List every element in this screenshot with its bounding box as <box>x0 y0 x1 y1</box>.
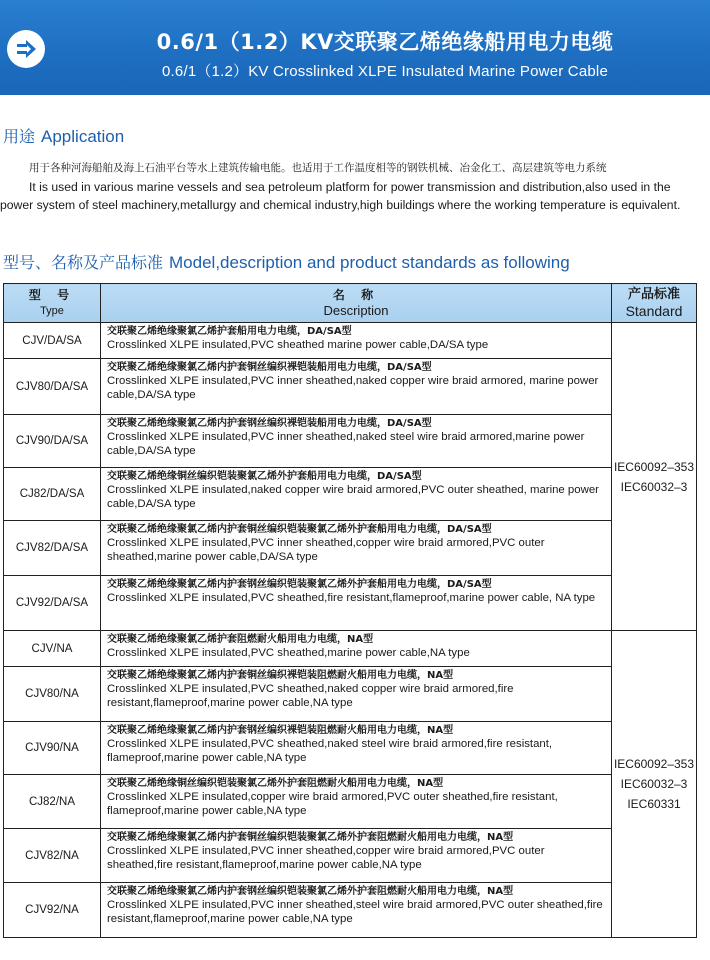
description-en: Crosslinked XLPE insulated,PVC sheathed,naked steel wire braid armored,fire resistant, flameproof,marine power cable,NA type <box>107 738 553 764</box>
header-type <box>4 284 101 323</box>
model-type-cell: CJV80/DA/SA <box>4 359 101 415</box>
model-type-cell: CJV92/DA/SA <box>4 576 101 631</box>
model-type-cell: CJV92/NA <box>4 883 101 938</box>
model-type-cell: CJ82/DA/SA <box>4 468 101 521</box>
description-cn: 交联聚乙烯绝缘聚氯乙烯内护套钢丝编织铠装聚氯乙烯外护套船用电力电缆，DA/SA型 <box>107 579 492 590</box>
model-type-cell: CJV90/DA/SA <box>4 415 101 468</box>
application-heading <box>3 124 124 147</box>
standard-code: IEC60092–353 <box>613 459 695 474</box>
arrow-right-icon <box>7 30 45 68</box>
table-row <box>4 468 697 521</box>
model-description-cell <box>101 722 612 775</box>
header-type-en: Type <box>40 305 64 317</box>
header-standard <box>612 284 697 323</box>
standard-cell <box>612 323 697 631</box>
description-en: Crosslinked XLPE insulated,PVC sheathed,marine power cable,NA type <box>107 647 470 659</box>
models-heading <box>3 250 570 273</box>
model-description-cell <box>101 359 612 415</box>
model-type-cell: CJV82/DA/SA <box>4 521 101 576</box>
description-cn: 交联聚乙烯绝缘聚氯乙烯内护套钢丝编织铠装聚氯乙烯外护套阻燃耐火船用电力电缆，NA型 <box>107 886 514 897</box>
model-description-cell <box>101 667 612 722</box>
model-description-cell <box>101 829 612 883</box>
description-en: Crosslinked XLPE insulated,PVC sheathed,naked copper wire braid armored,fire resistant,flameproof,marine power cable,NA type <box>107 683 514 709</box>
description-cn: 交联聚乙烯绝缘聚氯乙烯护套阻燃耐火船用电力电缆，NA型 <box>107 634 374 645</box>
table-row <box>4 631 697 667</box>
description-en: Crosslinked XLPE insulated,PVC inner sheathed,steel wire braid armored,PVC outer sheathed,fire resistant,flameproof,marine power cable,NA type <box>107 899 603 925</box>
description-cn: 交联聚乙烯绝缘聚氯乙烯内护套铜丝编织铠装聚氯乙烯外护套船用电力电缆，DA/SA型 <box>107 524 492 535</box>
models-heading-en: Model,description and product standards as following <box>169 253 570 272</box>
table-row <box>4 667 697 722</box>
header-description <box>101 284 612 323</box>
description-en: Crosslinked XLPE insulated,PVC sheathed marine power cable,DA/SA type <box>107 339 489 351</box>
table-header-row <box>4 284 697 323</box>
description-en: Crosslinked XLPE insulated,PVC inner sheathed,naked copper wire braid armored, marine power cable,DA/SA type <box>107 375 599 401</box>
description-en: Crosslinked XLPE insulated,PVC inner sheathed,copper wire braid armored,PVC outer sheathed,marine power cable,DA/SA type <box>107 537 545 563</box>
description-en: Crosslinked XLPE insulated,PVC inner sheathed,copper wire braid armored,PVC outer sheathed,fire resistant,flameproof,marine power cable,NA type <box>107 845 545 871</box>
table-row <box>4 722 697 775</box>
model-type-cell: CJ82/NA <box>4 775 101 829</box>
standard-code: IEC60331 <box>627 797 681 811</box>
description-cn: 交联聚乙烯绝缘聚氯乙烯内护套铜丝编织裸铠装船用电力电缆，DA/SA型 <box>107 362 432 373</box>
model-description-cell <box>101 468 612 521</box>
standard-cell <box>612 631 697 938</box>
application-text-cn: 用于各种河海船舶及海上石油平台等水上建筑传输电能。也适用于工作温度相等的钢铁机械、冶金化工、高层建筑等电力系统 <box>29 162 607 174</box>
application-text-en: It is used in various marine vessels and sea petroleum platform for power transmission and distribution,also used in the power system of steel machinery,metallurgy and chemical industry,high buildings where the working temperature is equivalent. <box>0 180 681 212</box>
standard-code: IEC60092–353 <box>613 757 695 771</box>
description-en: Crosslinked XLPE insulated,copper wire braid armored,PVC outer sheathed,fire resistant, flameproof,marine power cable,NA type <box>107 791 558 817</box>
model-description-cell <box>101 631 612 667</box>
description-cn: 交联聚乙烯绝缘聚氯乙烯内护套铜丝编织铠装聚氯乙烯外护套阻燃耐火船用电力电缆，NA型 <box>107 832 514 843</box>
model-description-cell <box>101 883 612 938</box>
table-row <box>4 883 697 938</box>
model-type-cell: CJV90/NA <box>4 722 101 775</box>
description-cn: 交联聚乙烯绝缘聚氯乙烯内护套钢丝编织裸铠装阻燃耐火船用电力电缆，NA型 <box>107 725 454 736</box>
description-en: Crosslinked XLPE insulated,PVC sheathed,fire resistant,flameproof,marine power cable, NA type <box>107 592 596 604</box>
description-cn: 交联聚乙烯绝缘铜丝编织铠装聚氯乙烯外护套阻燃耐火船用电力电缆，NA型 <box>107 778 444 789</box>
standard-code: IEC60032–3 <box>620 479 688 494</box>
model-description-cell <box>101 521 612 576</box>
model-type-cell: CJV/NA <box>4 631 101 667</box>
table-row <box>4 323 697 359</box>
application-heading-en: Application <box>41 127 125 146</box>
description-cn: 交联聚乙烯绝缘聚氯乙烯护套船用电力电缆，DA/SA型 <box>107 326 352 337</box>
table-row <box>4 829 697 883</box>
model-description-cell <box>101 323 612 359</box>
description-cn: 交联聚乙烯绝缘铜丝编织铠装聚氯乙烯外护套船用电力电缆，DA/SA型 <box>107 471 422 482</box>
description-cn: 交联聚乙烯绝缘聚氯乙烯内护套铜丝编织裸铠装阻燃耐火船用电力电缆，NA型 <box>107 670 454 681</box>
header-type-cn: 型 号 <box>28 288 76 302</box>
table-body <box>4 323 697 938</box>
models-heading-cn: 型号、名称及产品标准 <box>3 253 164 272</box>
model-type-cell: CJV80/NA <box>4 667 101 722</box>
table-row <box>4 576 697 631</box>
page-title-cn: 0.6/1（1.2）KV交联聚乙烯绝缘船用电力电缆 <box>156 30 614 54</box>
model-type-cell: CJV82/NA <box>4 829 101 883</box>
table-row <box>4 521 697 576</box>
header-description-cn: 名 称 <box>332 288 380 302</box>
model-description-cell <box>101 415 612 468</box>
header-description-en: Description <box>323 303 389 318</box>
model-type-cell: CJV/DA/SA <box>4 323 101 359</box>
title-banner <box>0 0 710 95</box>
application-heading-cn: 用途 <box>3 127 36 146</box>
standard-code: IEC60032–3 <box>620 777 688 791</box>
model-description-cell <box>101 775 612 829</box>
models-table <box>3 283 697 938</box>
table-row <box>4 775 697 829</box>
model-description-cell <box>101 576 612 631</box>
description-en: Crosslinked XLPE insulated,PVC inner sheathed,naked steel wire braid armored,marine power cable,DA/SA type <box>107 431 585 457</box>
description-en: Crosslinked XLPE insulated,naked copper wire braid armored,PVC outer sheathed, marine power cable,DA/SA type <box>107 484 599 510</box>
description-cn: 交联聚乙烯绝缘聚氯乙烯内护套钢丝编织裸铠装船用电力电缆，DA/SA型 <box>107 418 432 429</box>
page-title-en: 0.6/1（1.2）KV Crosslinked XLPE Insulated Marine Power Cable <box>162 63 608 80</box>
header-standard-cn: 产品标准 <box>627 287 680 302</box>
header-standard-en: Standard <box>625 303 683 319</box>
table-row <box>4 415 697 468</box>
table-row <box>4 359 697 415</box>
